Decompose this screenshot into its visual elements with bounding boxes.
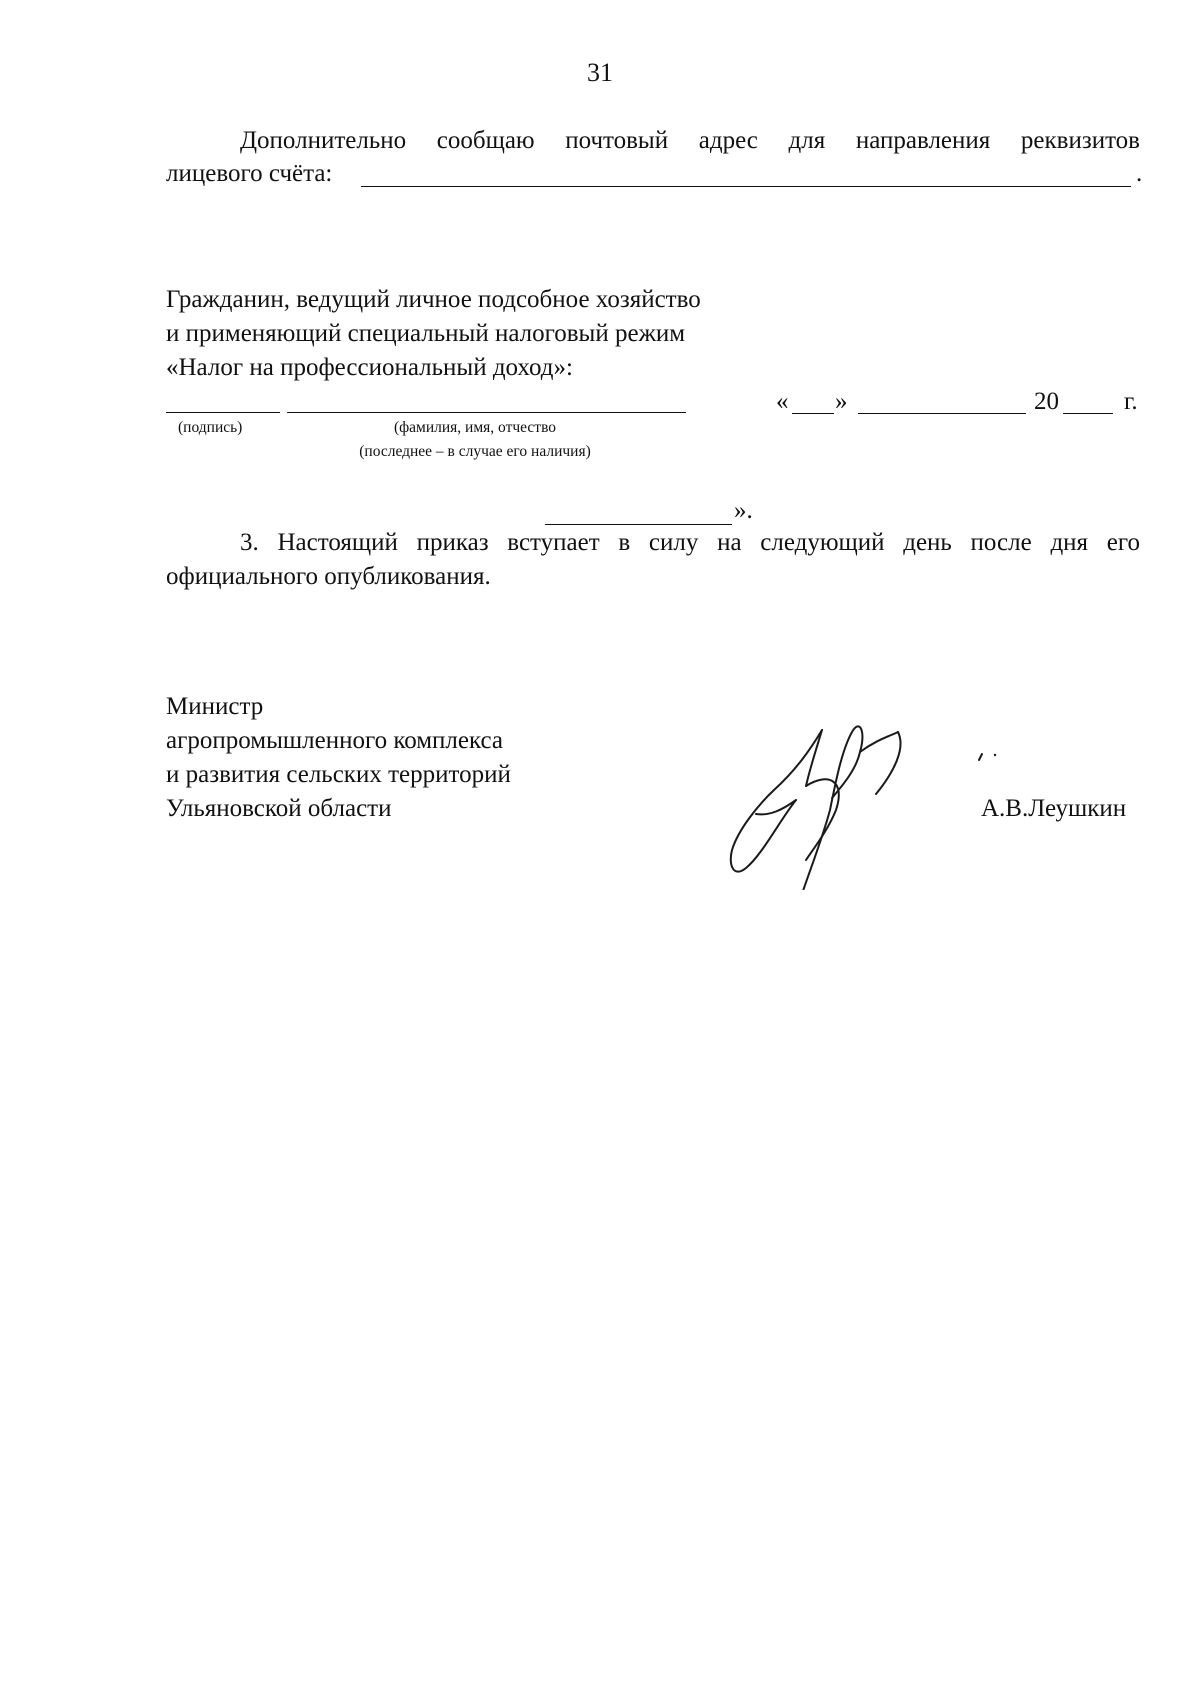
closing-quote: ». [734,497,753,524]
postal-paragraph-line1: Дополнительно сообщаю почтовый адрес для направления реквизитов [240,127,1140,154]
closing-blank-line [545,524,732,525]
citizen-block-line1: Гражданин, ведущий личное подсобное хозяйство [166,286,701,313]
full-name-blank-line [287,412,686,413]
minister-block-line2: агропромышленного комплекса [166,727,504,754]
clause3-line1: 3. Настоящий приказ вступает в силу на следующий день после дня его [240,529,1140,556]
handwritten-signature [710,710,940,890]
signatory-name: А.В.Леушкин [981,795,1127,822]
date-day-blank-line [792,413,834,414]
date-year-prefix: 20 [1034,388,1059,415]
full-name-caption-line2: (последнее – в случае его наличия) [359,443,591,460]
date-open-quote: « [776,388,789,415]
date-year-suffix: г. [1124,388,1138,415]
citizen-block-line3: «Налог на профессиональный доход»: [166,354,573,381]
minister-block-line1: Министр [166,693,264,720]
date-month-blank-line [858,413,1026,414]
date-year-blank-line [1063,413,1113,414]
minister-block-line3: и развития сельских территорий [166,761,511,788]
signature-blank-line [166,412,280,413]
signature-caption: (подпись) [178,419,243,436]
postal-paragraph-label: лицевого счёта: [166,160,333,187]
postal-paragraph-end: . [1136,160,1143,187]
clause3-line2: официального опубликования. [166,563,491,590]
minister-block-line4: Ульяновской области [166,795,392,822]
date-close-quote: » [835,388,848,415]
full-name-caption-line1: (фамилия, имя, отчество [393,419,557,436]
signature-dots [975,750,1005,766]
page-number: 31 [587,58,613,87]
postal-address-blank-line [361,186,1131,187]
citizen-block-line2: и применяющий специальный налоговый режим [166,320,686,347]
